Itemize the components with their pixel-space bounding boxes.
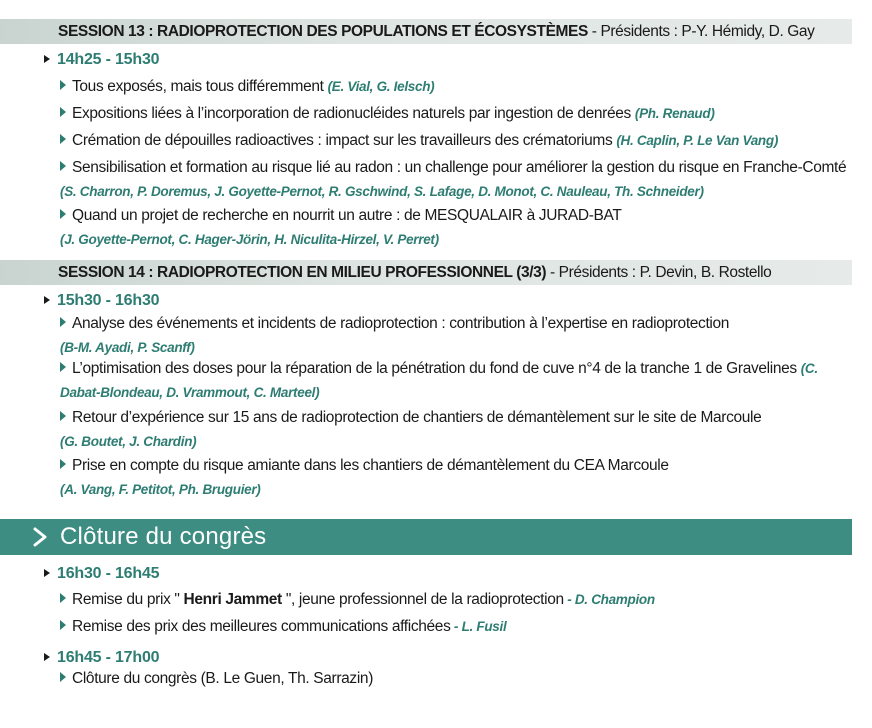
item-authors: (B-M. Ayadi, P. Scanff) [60,340,195,355]
item-authors: (J. Goyette-Pernot, C. Hager-Jörin, H. Niculita-Hirzel, V. Perret) [60,232,439,247]
item-authors: (G. Boutet, J. Chardin) [60,434,197,449]
diamond-bullet-icon [44,653,50,661]
chevron-right-icon [60,317,66,327]
item-title: Sensibilisation et formation au risque lié au radon : un challenge pour améliorer la gestion du risque en Franche-Comté [72,159,847,176]
list-item [60,454,850,502]
item-title: L’optimisation des doses pour la réparation de la pénétration du fond de cuve n°4 de la tranche 1 de Gravelines [72,360,801,377]
item-text: Remise du prix " [72,591,184,608]
item-title: Tous exposés, mais tous différemment [72,78,328,95]
list-item [60,406,850,454]
chevron-right-icon [60,80,66,90]
chevron-right-icon [60,161,66,171]
diamond-bullet-icon [44,55,50,63]
closing-time-1 [44,563,159,585]
item-title: Retour d’expérience sur 15 ans de radioprotection de chantiers de démantèlement sur le site de Marcoule [72,409,762,426]
item-title: Quand un projet de recherche en nourrit un autre : de MESQUALAIR à JURAD-BAT [72,207,622,224]
chevron-right-icon [60,593,66,603]
list-item [60,129,850,153]
item-authors: (Ph. Renaud) [634,106,715,121]
item-authors: - D. Champion [563,592,655,607]
item-authors: - L. Fusil [450,619,507,634]
item-title: Analyse des événements et incidents de radioprotection : contribution à l’expertise en radioprotection [72,315,730,332]
item-title: Expositions liées à l’incorporation de radionucléides naturels par ingestion de denrées [72,105,635,122]
list-item [60,102,850,126]
time-label: 15h30 - 16h30 [57,292,160,309]
list-item [60,156,850,204]
list-item [60,615,850,639]
chevron-right-icon [60,620,66,630]
list-item [60,312,850,360]
closing-title: Clôture du congrès [60,523,267,550]
time-label: 14h25 - 15h30 [57,51,160,68]
list-item [60,204,850,252]
session-13-time [44,49,159,71]
award-name: Henri Jammet [183,591,282,608]
diamond-bullet-icon [44,296,50,304]
closing-header [0,519,852,555]
arrow-right-icon [30,526,52,548]
diamond-bullet-icon [44,569,50,577]
item-authors: (C. Dabat-Blondeau, D. Vrammout, C. Marteel) [60,361,818,400]
chevron-right-icon [60,411,66,421]
session-13-title: SESSION 13 : RADIOPROTECTION DES POPULATIONS ET ÉCOSYSTÈMES [58,23,588,40]
item-authors: (H. Caplin, P. Le Van Vang) [616,133,779,148]
chevron-right-icon [60,107,66,117]
item-text: Remise des prix des meilleures communications affichées [72,618,451,635]
item-authors: (E. Vial, G. Ielsch) [327,79,435,94]
chevron-right-icon [60,672,66,682]
session-14-header [0,260,852,285]
item-authors: (S. Charron, P. Doremus, J. Goyette-Pernot, R. Gschwind, S. Lafage, D. Monot, C. Nauleau, Th. Schneider) [60,184,704,199]
closing-time-2 [44,647,159,669]
item-authors: (A. Vang, F. Petitot, Ph. Bruguier) [60,482,261,497]
session-14-time [44,290,159,312]
item-title: Prise en compte du risque amiante dans les chantiers de démantèlement du CEA Marcoule [72,457,669,474]
time-label: 16h45 - 17h00 [57,649,160,666]
chevron-right-icon [60,134,66,144]
session-13-header [0,19,852,44]
chevron-right-icon [60,362,66,372]
list-item [60,667,850,691]
item-title: Crémation de dépouilles radioactives : impact sur les travailleurs des crématoriums [72,132,617,149]
item-text: Clôture du congrès (B. Le Guen, Th. Sarrazin) [72,670,374,687]
list-item [60,357,850,405]
session-14-title: SESSION 14 : RADIOPROTECTION EN MILIEU PROFESSIONNEL (3/3) [58,264,547,281]
item-text: ", jeune professionnel de la radioprotection [281,591,564,608]
list-item [60,75,850,99]
session-13-presidents: - Présidents : P-Y. Hémidy, D. Gay [587,23,815,40]
chevron-right-icon [60,459,66,469]
chevron-right-icon [60,209,66,219]
list-item [60,588,850,612]
session-14-presidents: - Présidents : P. Devin, B. Rostello [546,264,772,281]
time-label: 16h30 - 16h45 [57,565,160,582]
